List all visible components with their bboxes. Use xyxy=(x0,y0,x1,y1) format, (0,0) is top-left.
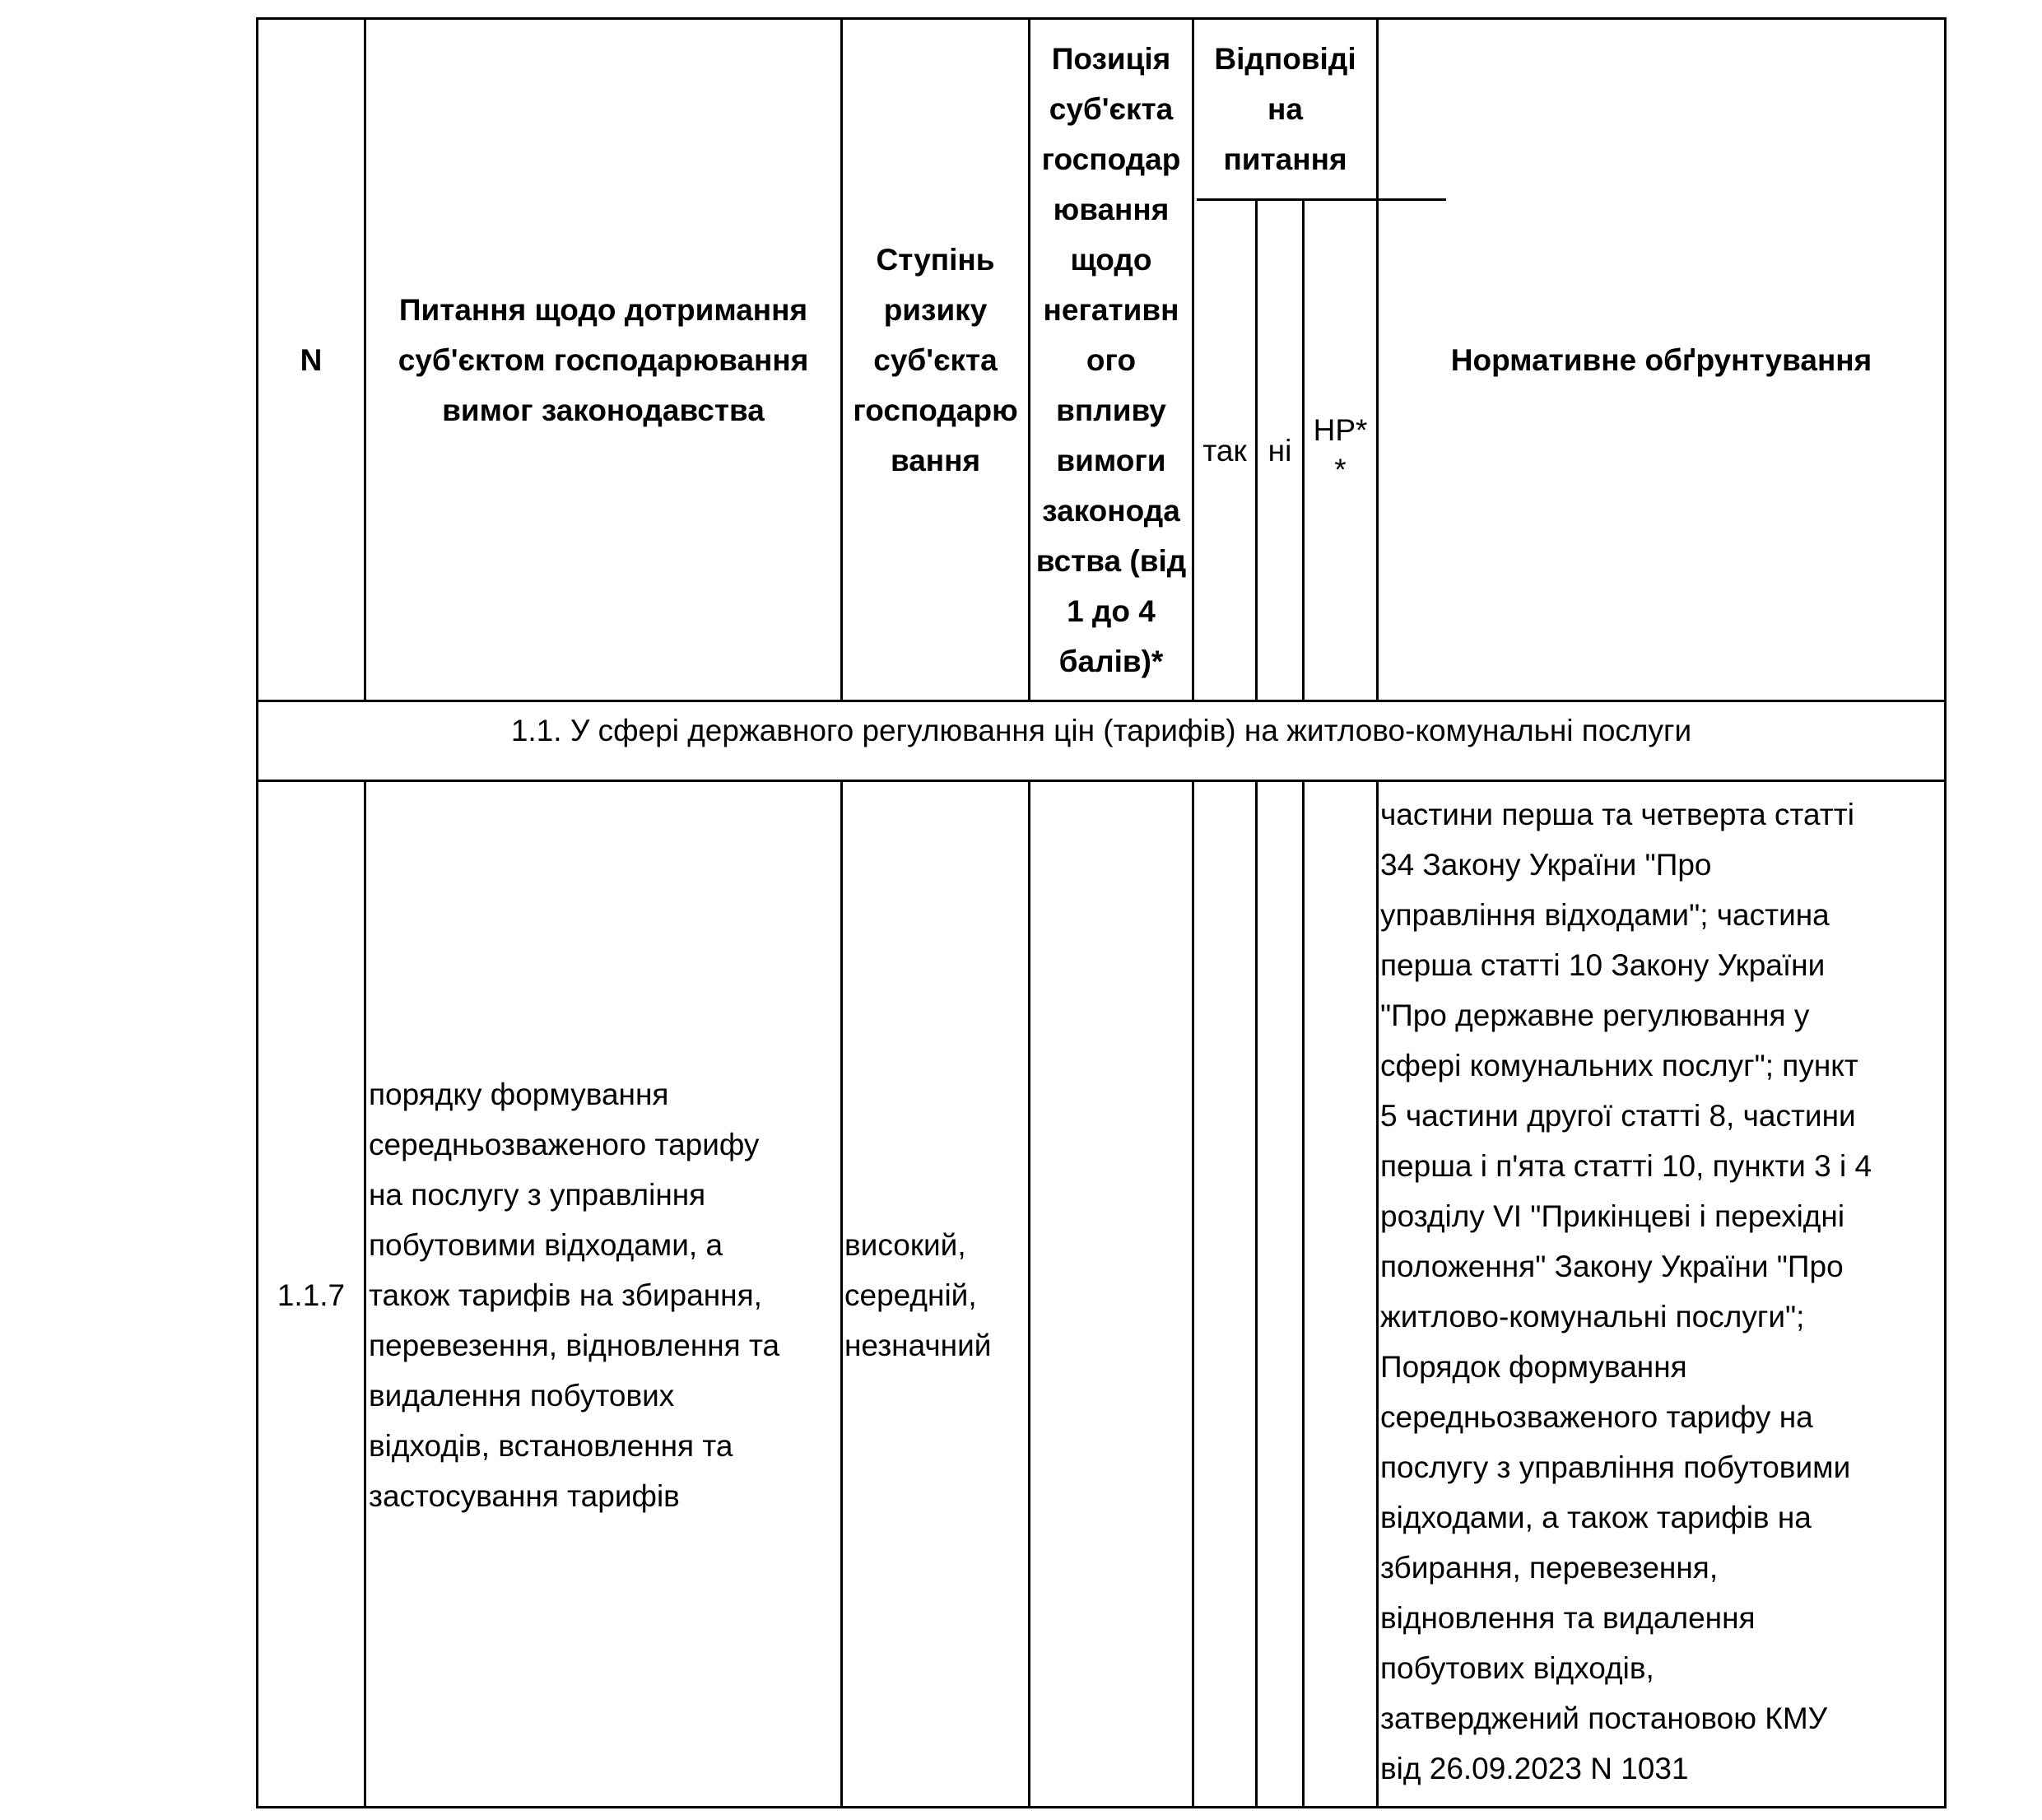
row-position-value[interactable] xyxy=(1030,782,1192,1808)
section-title: 1.1. У сфері державного регулювання цін (тарифів) на житлово-комунальні послуги xyxy=(510,714,1692,747)
header-legal-basis: Нормативне обґрунтування xyxy=(1450,342,1872,377)
row-risk-level: високий, середній, незначний xyxy=(844,1228,992,1362)
row-answer-not-applicable[interactable] xyxy=(1305,782,1376,1808)
row-answer-yes[interactable] xyxy=(1194,782,1255,1808)
row-question: порядку формування середньозваженого тарифу на послугу з управління побутовими відходами, а також тарифів на збирання, перевезення, відновлення та видалення побутових відходів, встановлення та застосування тарифів xyxy=(369,1078,780,1513)
requirements-table xyxy=(256,17,1947,1808)
header-position: Позиція суб'єкта господар ювання щодо негативн ого впливу вимоги законода вства (від 1 до 4 балів)* xyxy=(1035,41,1187,678)
header-answer-no: ні xyxy=(1268,433,1292,468)
header-answers: Відповіді на питання xyxy=(1214,42,1356,176)
header-answer-yes: так xyxy=(1202,433,1247,468)
body-divider-7 xyxy=(1376,780,1379,1808)
row-number: 1.1.7 xyxy=(277,1278,346,1312)
body-divider-1 xyxy=(364,780,366,1808)
row-answer-no[interactable] xyxy=(1258,782,1302,1808)
header-n: N xyxy=(300,342,323,377)
row-legal-basis: частини перша та четверта статті 34 Закону України "Про управління відходами"; частина перша статті 10 Закону України "Про державне регулювання у сфері комунальних послуг"; пункт 5 частини другої статті 8, частини перша і п'ята статті 10, пункти 3 і 4 розділу VI "Прикінцеві і перехідні положення" Закону України "Про житлово-комунальні послуги"; Порядок формування середньозваженого тарифу на послугу з управління побутовими відходами, а також тарифів на збирання, перевезення, відновлення та видалення побутових відходів, затверджений постановою КМУ від 26.09.2023 N 1031 xyxy=(1380,798,1872,1785)
body-divider-2 xyxy=(840,780,843,1808)
header-risk-level: Ступінь ризику суб'єкта господарю вання xyxy=(853,242,1018,477)
header-question: Питання щодо дотримання суб'єктом господарювання вимог законодавства xyxy=(398,292,809,427)
header-answer-not-applicable: НР* * xyxy=(1313,413,1368,486)
